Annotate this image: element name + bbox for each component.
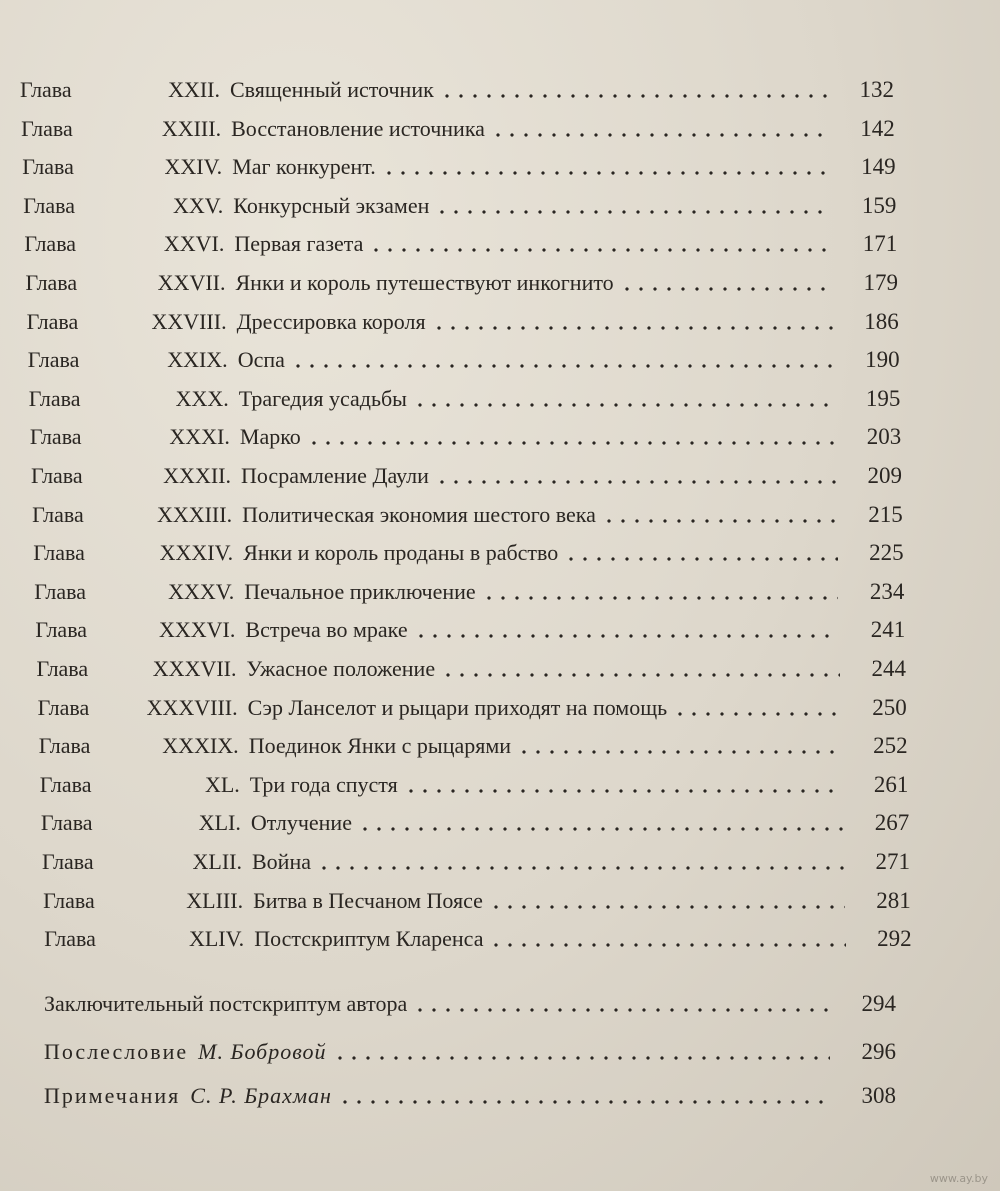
chapter-label: Глава xyxy=(28,385,81,411)
toc-entry xyxy=(39,728,908,764)
dot-leader xyxy=(435,480,836,484)
dot-leader xyxy=(358,827,843,831)
chapter-label: Глава xyxy=(35,617,88,643)
chapter-page: 252 xyxy=(873,733,908,759)
toc-entry xyxy=(35,612,905,648)
chapter-number: XLII. xyxy=(192,849,242,874)
chapter-number: XXXV. xyxy=(168,578,235,604)
toc-entry xyxy=(32,497,903,533)
chapter-page: 132 xyxy=(859,77,894,102)
chapter-number: XLI. xyxy=(198,810,241,836)
chapter-title: Восстановление источника xyxy=(231,115,485,141)
chapter-page: 179 xyxy=(863,270,898,295)
chapter-page: 159 xyxy=(861,192,897,218)
chapter-label: Глава xyxy=(38,733,91,759)
chapter-page: 234 xyxy=(869,578,905,604)
dot-leader xyxy=(564,557,837,561)
chapter-label: Глава xyxy=(20,77,72,102)
toc-entry xyxy=(28,342,900,378)
chapter-title: Священный источник xyxy=(230,77,434,102)
dot-leader xyxy=(482,596,839,600)
chapter-title: Печальное приключение xyxy=(244,578,476,604)
chapter-label: Глава xyxy=(37,694,90,720)
chapter-label: Глава xyxy=(29,424,82,450)
chapter-number: XXVIII. xyxy=(151,308,227,334)
toc-entry xyxy=(31,458,902,494)
chapter-label: Глава xyxy=(27,347,80,373)
chapter-page: 149 xyxy=(861,154,896,180)
entry-label: Послесловие xyxy=(44,1039,189,1064)
chapter-number: XLIV. xyxy=(188,926,245,952)
chapter-number: XXXIX. xyxy=(162,733,239,759)
toc-entry xyxy=(30,419,901,455)
entry-author: С. Р. Брахман xyxy=(190,1083,332,1108)
toc-entry xyxy=(27,304,899,340)
chapter-page: 215 xyxy=(868,501,903,527)
chapter-title: Война xyxy=(252,849,311,874)
chapter-title: Три года спустя xyxy=(249,771,398,797)
toc-entry-afterword-author xyxy=(44,986,896,1022)
chapter-title: Встреча во мраке xyxy=(245,617,408,643)
toc-entry xyxy=(20,72,894,108)
chapter-page: 292 xyxy=(877,926,912,952)
dot-leader xyxy=(317,866,844,870)
entry-title: Заключительный постскриптум автора xyxy=(44,991,408,1016)
chapter-number: XLIII. xyxy=(186,887,244,913)
toc-entry xyxy=(26,265,899,301)
chapter-title: Конкурсный экзамен xyxy=(233,192,430,218)
chapter-title: Ужасное положение xyxy=(246,656,436,681)
chapter-label: Глава xyxy=(36,656,89,681)
chapter-label: Глава xyxy=(25,270,78,295)
chapter-page: 271 xyxy=(875,849,910,874)
chapter-title: Дрессировка короля xyxy=(236,308,426,334)
toc-entry xyxy=(44,921,911,957)
chapter-label: Глава xyxy=(42,849,94,874)
toc-entry xyxy=(29,381,901,417)
chapter-page: 250 xyxy=(872,694,907,720)
chapter-title: Трагедия усадьбы xyxy=(238,385,407,411)
chapter-label: Глава xyxy=(23,192,75,218)
dot-leader xyxy=(489,943,845,947)
chapter-number: XXIII. xyxy=(161,115,222,141)
chapter-page: 171 xyxy=(862,231,898,257)
dot-leader xyxy=(414,634,840,638)
dot-leader xyxy=(435,210,830,214)
watermark: www.ay.by xyxy=(929,1172,988,1185)
chapter-title: Янки и король путешествуют инкогнито xyxy=(235,270,614,295)
dot-leader xyxy=(369,248,831,252)
entry-page: 294 xyxy=(861,991,896,1016)
dot-leader xyxy=(307,441,835,445)
chapter-page: 142 xyxy=(860,115,895,141)
chapter-title: Марко xyxy=(239,424,301,450)
chapter-label: Глава xyxy=(32,501,84,527)
chapter-label: Глава xyxy=(40,810,93,836)
chapter-page: 244 xyxy=(871,656,906,681)
chapter-title: Янки и король проданы в рабство xyxy=(243,540,559,566)
dot-leader xyxy=(338,1100,830,1104)
chapter-number: XXXI. xyxy=(169,424,230,450)
chapter-label: Глава xyxy=(24,231,77,257)
dot-leader xyxy=(413,1008,830,1012)
entry-page: 308 xyxy=(861,1083,896,1108)
toc-entry xyxy=(24,226,897,262)
chapter-page: 267 xyxy=(874,810,910,836)
dot-leader xyxy=(382,171,830,175)
toc-entry-notes xyxy=(44,1078,896,1114)
chapter-page: 241 xyxy=(870,617,906,643)
chapter-label: Глава xyxy=(39,771,92,797)
dot-leader xyxy=(620,287,832,291)
chapter-title: Политическая экономия шестого века xyxy=(242,501,596,527)
toc-entry xyxy=(22,149,895,185)
entry-author: М. Бобровой xyxy=(198,1039,327,1064)
chapter-page: 281 xyxy=(876,887,911,913)
chapter-page: 195 xyxy=(865,385,901,411)
chapter-page: 209 xyxy=(867,463,902,488)
toc-entry xyxy=(42,844,910,880)
chapter-page: 225 xyxy=(869,540,904,566)
chapter-title: Оспа xyxy=(237,347,285,373)
chapter-number: XL. xyxy=(204,771,240,797)
toc-entry xyxy=(38,690,907,726)
dot-leader xyxy=(602,519,837,523)
chapter-page: 261 xyxy=(873,771,909,797)
toc-entry xyxy=(33,535,903,571)
toc-entry xyxy=(41,805,909,841)
chapter-title: Первая газета xyxy=(234,231,364,257)
chapter-page: 190 xyxy=(865,347,900,373)
toc-entry xyxy=(34,574,904,610)
chapter-label: Глава xyxy=(43,887,95,913)
dot-leader xyxy=(413,403,834,407)
chapter-number: XXIX. xyxy=(167,347,228,373)
chapter-title: Поединок Янки с рыцарями xyxy=(248,733,512,759)
chapter-title: Битва в Песчаном Поясе xyxy=(253,887,483,913)
toc-entry xyxy=(40,767,909,803)
dot-leader xyxy=(489,905,845,909)
chapter-number: XXXIII. xyxy=(156,501,233,527)
entry-page: 296 xyxy=(861,1039,896,1064)
chapter-title: Сэр Ланселот и рыцари приходят на помощь xyxy=(247,694,668,720)
chapter-label: Глава xyxy=(21,115,73,141)
toc-entry xyxy=(43,883,911,919)
chapter-label: Глава xyxy=(34,578,86,604)
dot-leader xyxy=(491,133,829,137)
chapter-label: Глава xyxy=(44,926,96,952)
entry-label: Примечания xyxy=(44,1083,181,1108)
chapter-title: Маг конкурент. xyxy=(232,154,376,180)
chapter-number: XXXVII. xyxy=(152,656,237,681)
toc-entry xyxy=(37,651,907,687)
chapter-number: XXVII. xyxy=(157,270,226,295)
dot-leader xyxy=(517,750,842,754)
chapter-number: XXII. xyxy=(168,77,220,102)
dot-leader xyxy=(432,326,833,330)
toc-entry xyxy=(23,188,896,224)
chapter-number: XXIV. xyxy=(164,154,223,180)
chapter-number: XXXIV. xyxy=(159,540,234,566)
chapter-label: Глава xyxy=(33,540,85,566)
chapter-number: XXXII. xyxy=(163,463,231,488)
chapter-number: XXXVIII. xyxy=(146,694,238,720)
chapter-page: 203 xyxy=(866,424,902,450)
chapter-number: XXV. xyxy=(172,192,224,218)
dot-leader xyxy=(441,673,840,677)
chapter-title: Отлучение xyxy=(250,810,352,836)
chapter-label: Глава xyxy=(31,463,83,488)
chapter-label: Глава xyxy=(22,154,74,180)
dot-leader xyxy=(291,364,834,368)
toc-entry xyxy=(21,111,895,147)
chapter-label: Глава xyxy=(26,308,79,334)
toc-entry-afterword xyxy=(44,1034,896,1070)
dot-leader xyxy=(333,1056,830,1060)
chapter-number: XXXVI. xyxy=(159,617,236,643)
dot-leader xyxy=(404,789,843,793)
chapter-number: XXVI. xyxy=(163,231,225,257)
chapter-number: XXX. xyxy=(175,385,229,411)
dot-leader xyxy=(440,94,828,98)
chapter-title: Посрамление Даули xyxy=(241,463,429,488)
chapter-title: Постскриптум Кларенса xyxy=(254,926,484,952)
chapter-page: 186 xyxy=(864,308,899,334)
dot-leader xyxy=(673,712,841,716)
